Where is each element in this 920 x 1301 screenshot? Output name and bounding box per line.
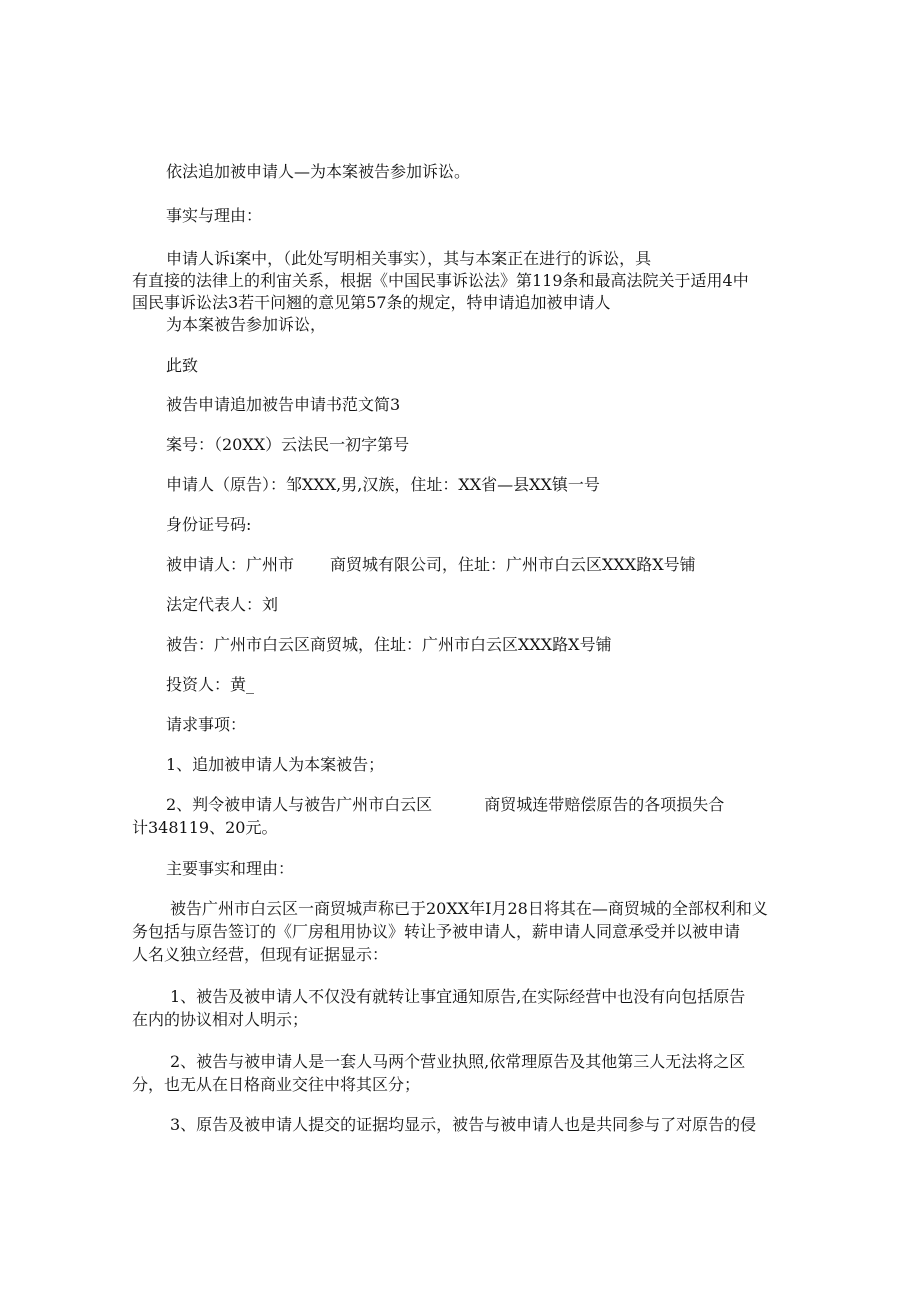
- respondent-info-part-1: 被申请人：广州市: [166, 555, 295, 574]
- main-facts-line-2: 务包括与原告签订的《厂房租用协议》转让予被申请人，薪申请人同意承受并以被申请: [132, 922, 741, 941]
- defendant-info: 被告：广州市白云区商贸城，住址：广州市白云区XXX路X号铺: [166, 635, 612, 654]
- salutation: 此致: [166, 356, 199, 375]
- main-facts-line-1: 被告广州市白云区一商贸城声称已于20XX年I月28日将其在—商贸城的全部权利和义: [170, 899, 768, 918]
- fact-item-1-line-2: 在内的协议相对人明示；: [132, 1010, 309, 1029]
- respondent-info-part-2: 商贸城有限公司，住址：广州市白云区XXX路X号铺: [330, 555, 696, 574]
- respondent-info: [166, 553, 696, 577]
- heading-facts-reasons: 事实与理由：: [166, 206, 263, 225]
- paragraph-append-defendant: 依法追加被申请人—为本案被告参加诉讼。: [166, 162, 471, 181]
- paragraph-facts-line-4: 为本案被告参加诉讼，: [166, 315, 327, 334]
- paragraph-facts-line-2: 有直接的法律上的利宙关系，根据《中国民事诉讼法》第119条和最高法院关于适用4中: [132, 271, 749, 290]
- claim-item-2-line-2: 计348119、20元。: [132, 818, 278, 837]
- fact-item-1-line-1: 1、被告及被申请人不仅没有就转让事宜通知原告,在实际经营中也没有向包括原告: [170, 987, 746, 1006]
- section-title: 被告申请追加被告申请书范文简3: [166, 395, 401, 414]
- heading-claims: 请求事项：: [166, 715, 247, 734]
- paragraph-facts-line-3: 国民事诉讼法3若干问翘的意见第57条的规定，特申请追加被申请人: [132, 293, 611, 312]
- heading-main-facts: 主要事实和理由：: [166, 859, 295, 878]
- claim-item-2-line-1: [166, 793, 724, 817]
- claim-item-1: 1、追加被申请人为本案被告；: [166, 755, 385, 774]
- fact-item-2-line-2: 分，也无从在日格商业交往中将其区分；: [132, 1075, 421, 1094]
- id-number-label: 身份证号码:: [166, 515, 252, 534]
- applicant-info: 申请人（原告）：邹XXX,男,汉族，住址：XX省—县XX镇一号: [166, 475, 600, 494]
- legal-representative: 法定代表人：刘: [166, 595, 279, 614]
- case-number: 案号：（20XX）云法民一初字第号: [166, 435, 410, 454]
- claim-item-2-part-2: 商贸城连带赔偿原告的各项损失合: [484, 795, 725, 814]
- claim-item-2-part-1: 2、判令被申请人与被告广州市白云区: [166, 795, 433, 814]
- main-facts-line-3: 人名义独立经营，但现有证据显示：: [132, 945, 389, 964]
- paragraph-facts-line-1: 申请人诉i案中，（此处写明相关事实），其与本案正在进行的诉讼，具: [166, 249, 652, 268]
- fact-item-2-line-1: 2、被告与被申请人是一套人马两个营业执照,依常理原告及其他第三人无法将之区: [170, 1052, 746, 1071]
- fact-item-3-line-1: 3、原告及被申请人提交的证据均显示，被告与被申请人也是共同参与了对原告的侵: [170, 1115, 757, 1134]
- investor: 投资人：黄_: [166, 675, 255, 694]
